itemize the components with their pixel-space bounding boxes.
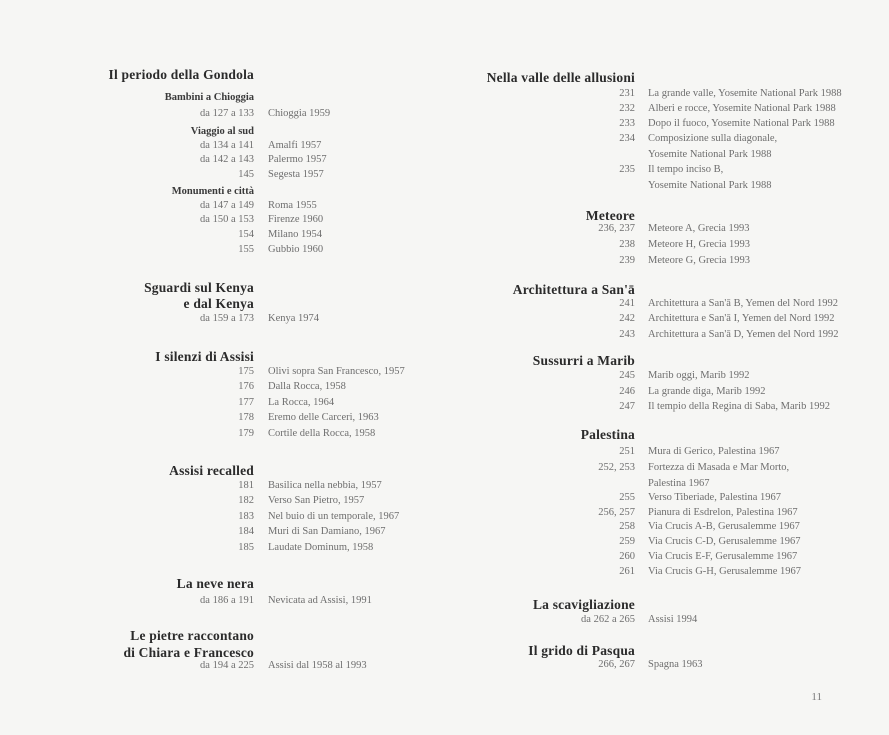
plate-caption: Il tempo inciso B, <box>648 164 724 175</box>
plate-caption: Assisi 1994 <box>648 614 698 625</box>
plate-number: 238 <box>619 239 635 250</box>
plate-number: da 150 a 153 <box>200 214 254 225</box>
plate-caption: Basilica nella nebbia, 1957 <box>268 480 382 491</box>
plate-number: 245 <box>619 370 635 381</box>
plate-number: 246 <box>619 386 635 397</box>
section-title: Nella valle delle allusioni <box>486 70 635 85</box>
plate-number: 231 <box>619 88 635 99</box>
plate-number: da 159 a 173 <box>200 313 254 324</box>
plate-caption: Alberi e rocce, Yosemite National Park 1988 <box>648 103 836 114</box>
section-title: Sussurri a Marib <box>532 353 635 368</box>
plate-caption: Dopo il fuoco, Yosemite National Park 1988 <box>648 118 835 129</box>
plate-number: 256, 257 <box>598 507 635 518</box>
plate-caption: Fortezza di Masada e Mar Morto, <box>648 462 790 473</box>
plate-number: 232 <box>619 103 635 114</box>
plate-number: 179 <box>238 428 254 439</box>
plate-number: 247 <box>619 401 635 412</box>
plate-caption: Architettura a San'ā B, Yemen del Nord 1992 <box>648 298 838 309</box>
plate-number: da 142 a 143 <box>200 154 254 165</box>
section-title: Assisi recalled <box>169 463 254 478</box>
plate-number: 177 <box>238 397 254 408</box>
plate-caption: Via Crucis E-F, Gerusalemme 1967 <box>648 551 798 562</box>
plate-number: 155 <box>238 244 254 255</box>
plate-caption: Via Crucis G-H, Gerusalemme 1967 <box>648 566 802 577</box>
plate-caption: Meteore A, Grecia 1993 <box>648 223 750 234</box>
plate-caption: La Rocca, 1964 <box>268 397 335 408</box>
plate-number: da 147 a 149 <box>200 200 254 211</box>
plate-caption: Spagna 1963 <box>648 659 703 670</box>
plate-caption: Dalla Rocca, 1958 <box>268 381 346 392</box>
plate-caption: Verso San Pietro, 1957 <box>268 495 365 506</box>
section-title: Il grido di Pasqua <box>528 643 635 658</box>
plate-number: 185 <box>238 542 254 553</box>
plate-caption: La grande diga, Marib 1992 <box>648 386 766 397</box>
plate-number: 178 <box>238 412 254 423</box>
plate-caption: Palermo 1957 <box>268 154 327 165</box>
plate-caption: Segesta 1957 <box>268 169 324 180</box>
plate-caption: Composizione sulla diagonale, <box>648 133 778 144</box>
plate-caption: Muri di San Damiano, 1967 <box>268 526 386 537</box>
plate-number: 154 <box>238 229 254 240</box>
plate-number: 176 <box>238 381 254 392</box>
section-title: di Chiara e Francesco <box>123 645 254 660</box>
plate-number: 252, 253 <box>598 462 635 473</box>
plate-number: da 127 a 133 <box>200 108 254 119</box>
section-title: Meteore <box>585 208 635 223</box>
plate-caption: La grande valle, Yosemite National Park 1988 <box>648 88 842 99</box>
section-title: Palestina <box>580 427 635 442</box>
plate-number: 175 <box>238 366 254 377</box>
plate-caption: Yosemite National Park 1988 <box>648 180 772 191</box>
section-title: La neve nera <box>176 576 254 591</box>
plate-number: 183 <box>238 511 254 522</box>
plate-number: 241 <box>619 298 635 309</box>
plate-caption: Il tempio della Regina di Saba, Marib 1992 <box>648 401 830 412</box>
plate-caption: Pianura di Esdrelon, Palestina 1967 <box>648 507 798 518</box>
plate-caption: Gubbio 1960 <box>268 244 324 255</box>
plate-number: 261 <box>619 566 635 577</box>
section-title: Architettura a San'ā <box>512 282 635 297</box>
plate-caption: Chioggia 1959 <box>268 108 331 119</box>
plate-caption: Architettura e San'ā I, Yemen del Nord 1992 <box>648 313 835 324</box>
plate-number: 260 <box>619 551 635 562</box>
plate-caption: Verso Tiberiade, Palestina 1967 <box>648 492 781 503</box>
plate-number: 181 <box>238 480 254 491</box>
section-title: e dal Kenya <box>183 296 254 311</box>
plate-number: 236, 237 <box>598 223 635 234</box>
plate-caption: Palestina 1967 <box>648 478 710 489</box>
plate-caption: Laudate Dominum, 1958 <box>268 542 374 553</box>
plate-caption: Via Crucis A-B, Gerusalemme 1967 <box>648 521 800 532</box>
section-title: I silenzi di Assisi <box>155 349 254 364</box>
plate-caption: Assisi dal 1958 al 1993 <box>268 660 367 671</box>
plate-number: da 194 a 225 <box>200 660 254 671</box>
plate-caption: Cortile della Rocca, 1958 <box>268 428 376 439</box>
plate-number: da 186 a 191 <box>200 595 254 606</box>
plate-number: da 262 a 265 <box>581 614 635 625</box>
plate-caption: Nel buio di un temporale, 1967 <box>268 511 400 522</box>
section-subtitle: Monumenti e città <box>171 186 254 197</box>
plate-caption: Roma 1955 <box>268 200 317 211</box>
plate-number: 258 <box>619 521 635 532</box>
plate-number: 145 <box>238 169 254 180</box>
plate-number: 239 <box>619 255 635 266</box>
plate-caption: Olivi sopra San Francesco, 1957 <box>268 366 405 377</box>
plate-caption: Meteore H, Grecia 1993 <box>648 239 751 250</box>
plate-caption: Yosemite National Park 1988 <box>648 149 772 160</box>
plate-number: 182 <box>238 495 254 506</box>
plate-number: da 134 a 141 <box>200 140 254 151</box>
plate-caption: Via Crucis C-D, Gerusalemme 1967 <box>648 536 801 547</box>
plate-number: 255 <box>619 492 635 503</box>
plate-caption: Nevicata ad Assisi, 1991 <box>268 595 372 606</box>
section-title: Sguardi sul Kenya <box>144 280 254 295</box>
plate-caption: Milano 1954 <box>268 229 322 240</box>
plate-caption: Marib oggi, Marib 1992 <box>648 370 750 381</box>
plate-number: 234 <box>619 133 635 144</box>
plate-number: 233 <box>619 118 635 129</box>
plate-number: 243 <box>619 329 635 340</box>
section-title: La scavigliazione <box>532 597 635 612</box>
plate-caption: Firenze 1960 <box>268 214 324 225</box>
plate-caption: Mura di Gerico, Palestina 1967 <box>648 446 780 457</box>
page-number: 11 <box>811 691 822 703</box>
section-title: Il periodo della Gondola <box>108 67 254 82</box>
plate-caption: Amalfi 1957 <box>268 140 322 151</box>
plate-caption: Eremo delle Carceri, 1963 <box>268 412 379 423</box>
plate-number: 242 <box>619 313 635 324</box>
plate-caption: Architettura a San'ā D, Yemen del Nord 1992 <box>648 329 839 340</box>
plate-number: 235 <box>619 164 635 175</box>
section-subtitle: Viaggio al sud <box>190 126 254 137</box>
plate-number: 251 <box>619 446 635 457</box>
section-title: Le pietre raccontano <box>130 628 254 643</box>
plate-number: 184 <box>238 526 254 537</box>
plate-caption: Meteore G, Grecia 1993 <box>648 255 751 266</box>
plate-caption: Kenya 1974 <box>268 313 320 324</box>
plate-number: 266, 267 <box>598 659 635 670</box>
plate-number: 259 <box>619 536 635 547</box>
section-subtitle: Bambini a Chioggia <box>164 92 254 103</box>
